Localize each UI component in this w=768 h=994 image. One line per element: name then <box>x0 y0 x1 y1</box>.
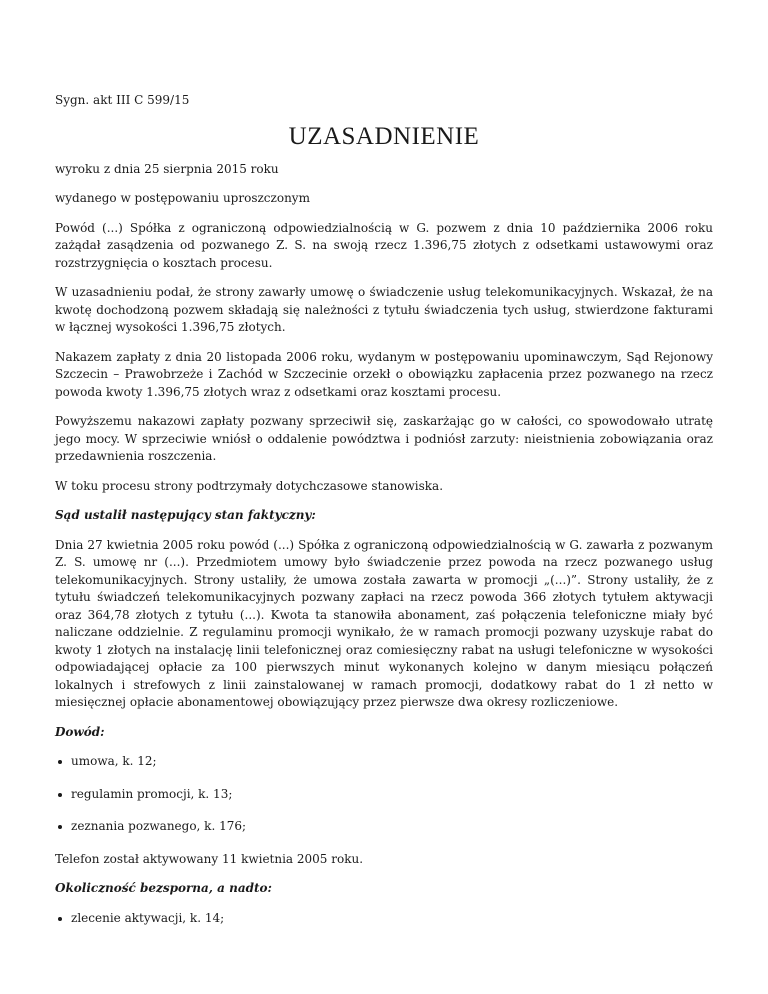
case-number: Sygn. akt III C 599/15 <box>55 93 190 107</box>
undisputed-list <box>55 910 713 928</box>
evidence-item: zeznania pozwanego, k. 176; <box>55 818 713 836</box>
evidence-item: regulamin promocji, k. 13; <box>55 786 713 804</box>
evidence-item: umowa, k. 12; <box>55 753 713 771</box>
paragraph-activation: Telefon został aktywowany 11 kwietnia 2005 roku. <box>55 851 364 866</box>
facts-heading: Sąd ustalił następujący stan faktyczny: <box>55 508 316 522</box>
paragraph-positions: W toku procesu strony podtrzymały dotychczasowe stanowiska. <box>55 478 444 493</box>
undisputed-item: zlecenie aktywacji, k. 14; <box>55 910 713 928</box>
document-title: UZASADNIENIE <box>288 122 480 150</box>
paragraph-justification: W uzasadnieniu podał, że strony zawarły umowę o świadczenie usług telekomunikacyjnych. Wskazał, że na kwotę dochodzoną pozwem składają się należności z tytułu świadczenia tych usług, stwierdzone fakturami w łącznej wysokości 1.396,75 złotych. <box>55 285 713 334</box>
evidence-heading: Dowód: <box>55 724 105 739</box>
procedure-line: wydanego w postępowaniu uproszczonym <box>55 191 310 205</box>
paragraph-payment-order: Nakazem zapłaty z dnia 20 listopada 2006 roku, wydanym w postępowaniu upominawczym, Sąd Rejonowy Szczecin – Prawobrzeże i Zachód w Szczecinie orzekł o obowiązku zapłacenia przez pozwanego na rzecz powoda kwoty 1.396,75 złotych wraz z odsetkami oraz kosztami procesu. <box>55 349 713 399</box>
evidence-list <box>55 753 713 836</box>
undisputed-heading: Okoliczność bezsporna, a nadto: <box>55 881 272 895</box>
paragraph-objection: Powyższemu nakazowi zapłaty pozwany sprzeciwił się, zaskarżając go w całości, co spowodowało utratę jego mocy. W sprzeciwie wniósł o oddalenie powództwa i podniósł zarzuty: nieistnienia zobowiązania oraz przedawnienia roszczenia. <box>55 414 713 463</box>
judgment-date-line: wyroku z dnia 25 sierpnia 2015 roku <box>55 161 279 176</box>
document-page <box>55 92 713 942</box>
paragraph-facts: Dnia 27 kwietnia 2005 roku powód (...) Spółka z ograniczoną odpowiedzialnością w G. zawarła z pozwanym Z. S. umowę nr (...). Przedmiotem umowy było świadczenie przez powoda na rzecz pozwanego usług telekomunikacyjnych. Strony ustaliły, że umowa została zawarta w promocji „(...)”. Strony ustaliły, że z tytułu świadczeń telekomunikacyjnych pozwany zapłaci na rzecz powoda 366 złotych tytułem aktywacji oraz 364,78 złotych z tytułu (...). Kwota ta stanowiła abonament, zaś połączenia telefoniczne miały być naliczane oddzielnie. Z regulaminu promocji wynikało, że w ramach promocji pozwany uzyskuje rabat do kwoty 1 złotych na instalację linii telefonicznej oraz comiesięczny rabat na usługi telefoniczne w wysokości odpowiadającej opłacie za 100 pierwszych minut wykonanych kolejno w danym miesiącu połączeń lokalnych i strefowych z linii zainstalowanej w ramach promocji, dodatkowy rabat do 1 zł netto w miesięcznej opłacie abonamentowej obowiązujący przez pierwsze dwa okresy rozliczeniowe. <box>55 537 713 709</box>
paragraph-claim: Powód (...) Spółka z ograniczoną odpowiedzialnością w G. pozwem z dnia 10 października 2006 roku zażądał zasądzenia od pozwanego Z. S. na swoją rzecz 1.396,75 złotych z odsetkami ustawowymi oraz rozstrzygnięcia o kosztach procesu. <box>55 220 713 270</box>
